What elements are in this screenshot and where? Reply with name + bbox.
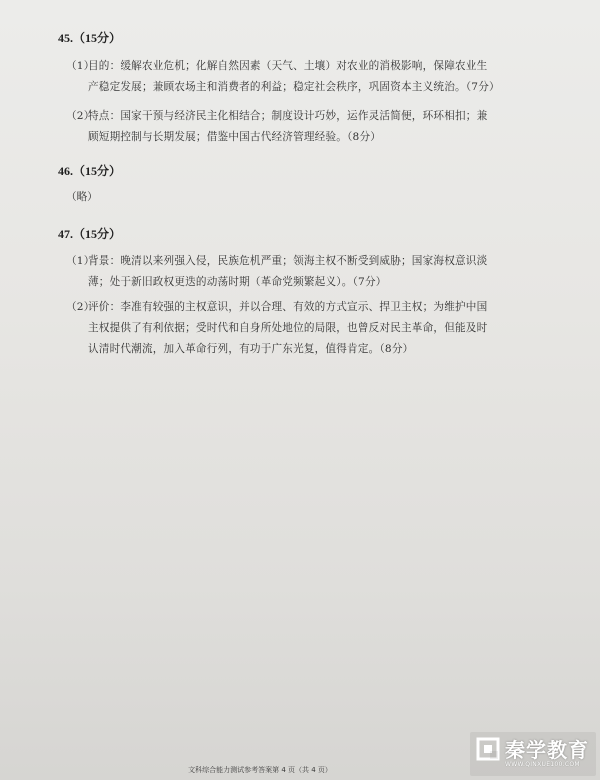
answer-item <box>58 297 558 360</box>
watermark-name: 秦学教育 <box>505 738 589 762</box>
question-title: 46.（15分） <box>58 164 122 178</box>
watermark-logo <box>470 732 596 776</box>
question-45 <box>58 30 558 148</box>
item-text: 目的：缓解农业危机；化解自然因素（天气、土壤）对农业的消极影响，保障农业生 产稳定发展；兼顾农场主和消费者的利益；稳定社会秩序，巩固资本主义统治。（7分） <box>88 60 500 93</box>
watermark-url: WWW.QINXUE100.COM <box>505 761 580 768</box>
item-text: 评价：李准有较强的主权意识，并以合理、有效的方式宣示、捍卫主权；为维护中国 主权提供了有利依据；受时代和自身所处地位的局限，也曾反对民主革命，但能及时 认清时代潮流，加入革命行列，有功于广东光复，值得肯定。（8分） <box>88 301 488 355</box>
answer-item <box>58 106 558 148</box>
item-number: （2） <box>66 110 95 122</box>
item-number: （2） <box>66 301 95 313</box>
page-footer: 文科综合能力测试参考答案第 4 页（共 4 页） <box>188 766 332 774</box>
question-46 <box>58 163 558 206</box>
answer-item <box>58 251 558 293</box>
answer-item <box>58 56 558 98</box>
question-title: 47.（15分） <box>58 227 122 241</box>
question-47 <box>58 226 558 360</box>
omitted-answer: （略） <box>66 191 98 203</box>
item-number: （1） <box>66 255 95 267</box>
item-number: （1） <box>66 60 95 72</box>
item-text: 背景：晚清以来列强入侵，民族危机严重；领海主权不断受到威胁；国家海权意识淡 薄；处于新旧政权更迭的动荡时期（革命党频繁起义）。（7分） <box>88 255 488 288</box>
logo-mark-icon <box>476 737 500 761</box>
question-title: 45.（15分） <box>58 31 122 45</box>
item-text: 特点：国家干预与经济民主化相结合；制度设计巧妙，运作灵活简便，环环相扣；兼 顾短期控制与长期发展；借鉴中国古代经济管理经验。（8分） <box>88 110 488 143</box>
